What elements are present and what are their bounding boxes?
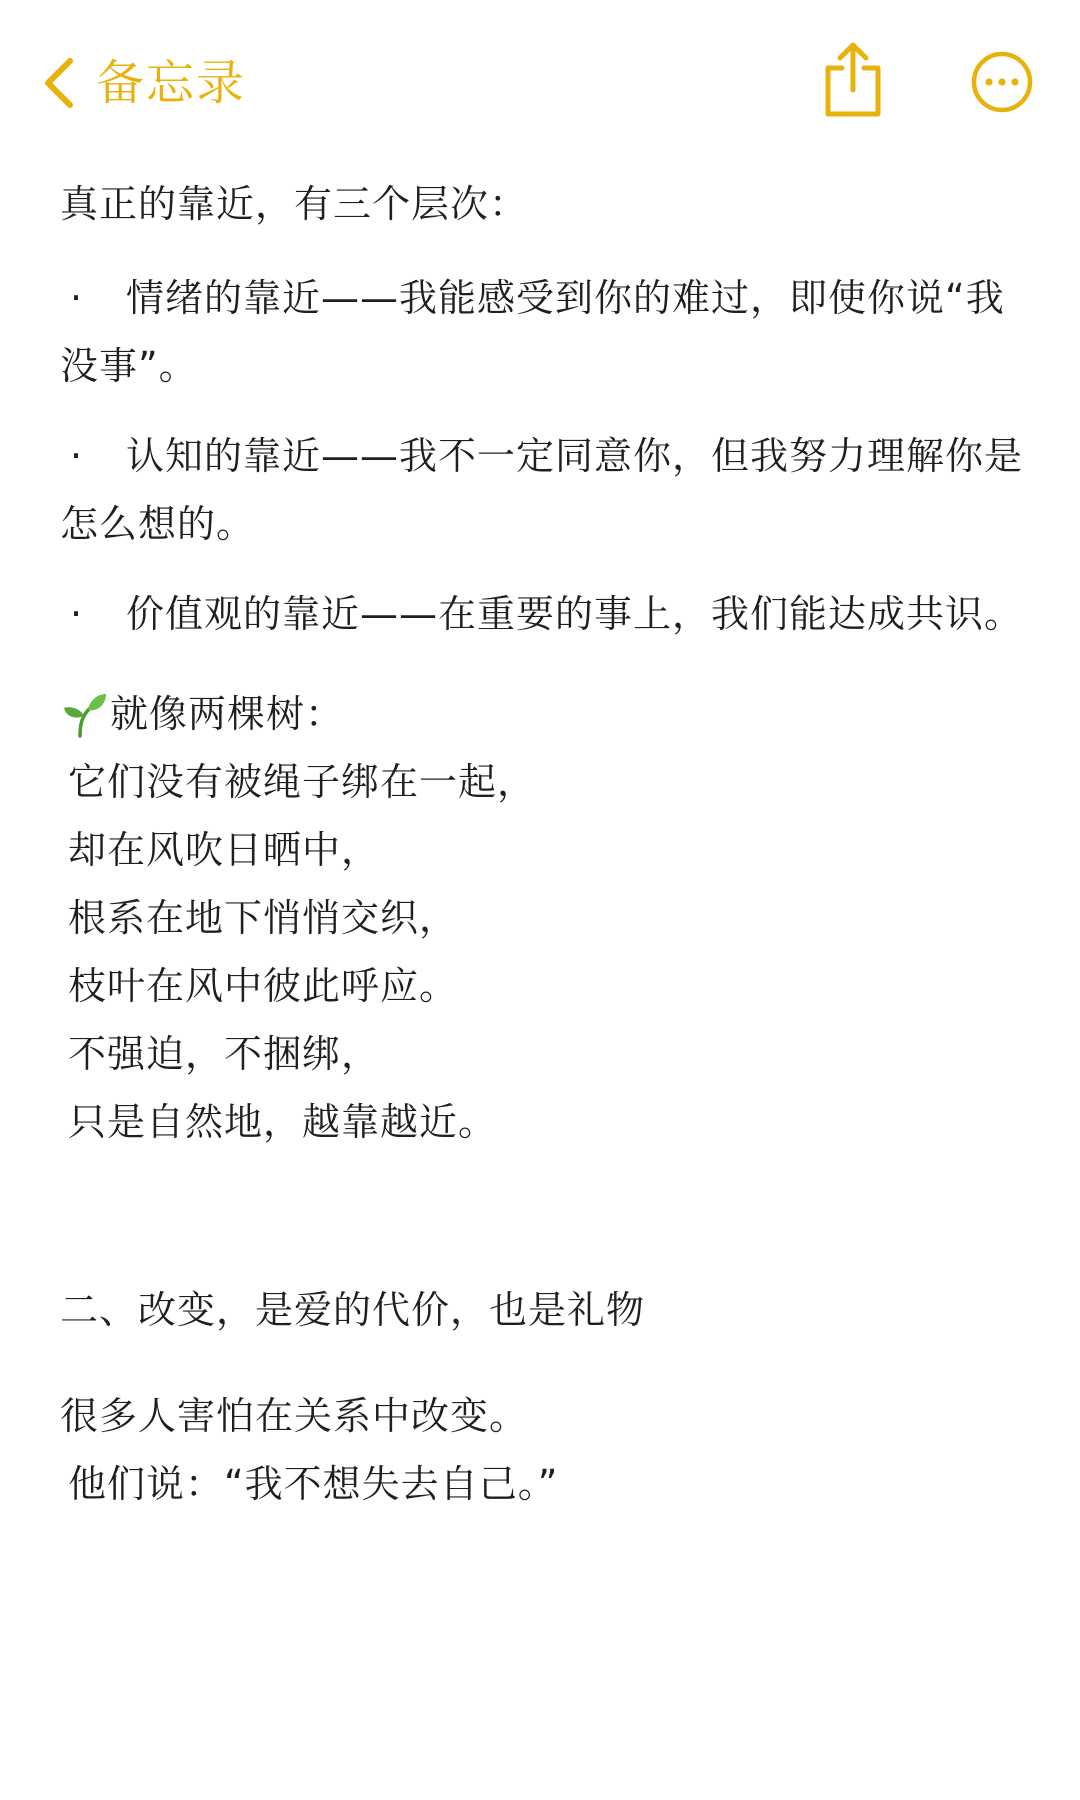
section-title: 二、改变，是爱的代价，也是礼物 bbox=[60, 1288, 646, 1332]
chevron-left-icon bbox=[40, 55, 76, 111]
bullet-text: 价值观的靠近——在重要的事上，我们能达成共识。 bbox=[126, 592, 1024, 636]
bullet-item-emotion bbox=[60, 264, 1030, 400]
note-heading: 真正的靠近，有三个层次： bbox=[60, 182, 529, 226]
section-line: 他们说：“我不想失去自己。” bbox=[68, 1462, 559, 1506]
poem-line: 根系在地下悄悄交织， bbox=[68, 896, 459, 940]
poem-line: 只是自然地，越靠越近。 bbox=[68, 1100, 498, 1144]
poem-block bbox=[60, 680, 1030, 1156]
poem-line: 它们没有被绳子绑在一起， bbox=[68, 760, 537, 804]
navigation-bar bbox=[0, 0, 1080, 160]
poem-line: 不强迫，不捆绑， bbox=[68, 1032, 381, 1076]
ellipsis-circle-icon[interactable] bbox=[970, 50, 1034, 114]
bullet-item-values bbox=[60, 580, 1030, 648]
note-body[interactable] bbox=[60, 170, 1030, 1518]
back-button[interactable] bbox=[40, 48, 246, 118]
share-icon[interactable] bbox=[818, 40, 888, 120]
bullet-text: 情绪的靠近——我能感受到你的难过，即使你说“我没事”。 bbox=[60, 276, 1005, 388]
poem-line: 枝叶在风中彼此呼应。 bbox=[68, 964, 459, 1008]
poem-line: 却在风吹日晒中， bbox=[68, 828, 381, 872]
seedling-icon bbox=[60, 690, 108, 738]
section-body bbox=[60, 1382, 1030, 1518]
bullet-text: 认知的靠近——我不一定同意你，但我努力理解你是怎么想的。 bbox=[60, 434, 1024, 546]
section-line: 很多人害怕在关系中改变。 bbox=[60, 1394, 529, 1438]
bullet-item-cognition bbox=[60, 422, 1030, 558]
poem-title bbox=[60, 680, 1030, 748]
bullet-dot: · bbox=[70, 592, 84, 636]
back-button-label: 备忘录 bbox=[96, 55, 247, 111]
bullet-dot: · bbox=[70, 434, 84, 478]
bullet-dot: · bbox=[70, 276, 84, 320]
poem-title-text: 就像两棵树： bbox=[110, 692, 345, 736]
